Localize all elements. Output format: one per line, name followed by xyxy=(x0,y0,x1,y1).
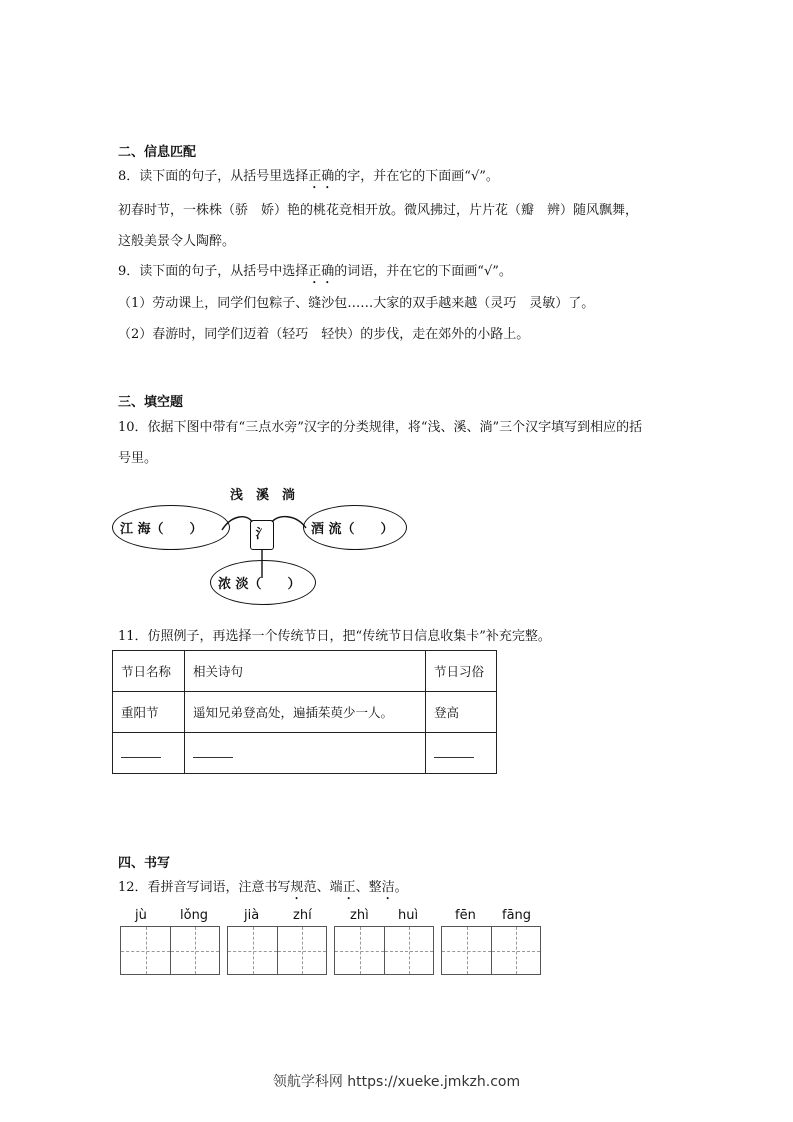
table-row xyxy=(113,651,497,692)
pinyin-label: fāng xyxy=(502,908,532,923)
section-2-title: 二、信息匹配 xyxy=(118,145,197,160)
pinyin-label: zhí xyxy=(293,908,312,923)
question-10-line-2: 号里。 xyxy=(118,451,158,466)
diagram-right-text: 酒 流（ ） xyxy=(311,522,394,537)
q12-dotted-1: 规 xyxy=(290,880,304,895)
festival-info-card xyxy=(112,650,497,774)
blank-festival-name[interactable] xyxy=(113,733,185,774)
question-8-line-1: 初春时节，一株株（骄 娇）艳的桃花竞相开放。微风拂过，片片花（瓣 辨）随风飘舞， xyxy=(118,203,639,218)
q9-prompt-post: 的词语，并在它的下面画“√”。 xyxy=(334,264,512,279)
q12-dotted-3: 洁 xyxy=(381,880,395,895)
example-custom: 登高 xyxy=(426,692,497,733)
table-row xyxy=(113,692,497,733)
writing-grid-4[interactable] xyxy=(441,926,541,975)
pinyin-label: zhì xyxy=(350,908,369,923)
header-poem: 相关诗句 xyxy=(185,651,426,692)
footer-watermark: 领航学科网 https://xueke.jmkzh.com xyxy=(272,1074,521,1090)
question-8-line-2: 这般美景令人陶醉。 xyxy=(118,234,236,249)
question-11-prompt: 11．仿照例子，再选择一个传统节日，把“传统节日信息收集卡”补充完整。 xyxy=(118,629,551,644)
diagram-center-radical: 氵 xyxy=(250,520,274,550)
q12-mid-2: 、整 xyxy=(355,880,382,895)
q9-prompt-dotted: 正确 xyxy=(308,264,335,279)
question-9-item-2: （2）春游时，同学们迈着（轻巧 轻快）的步伐，走在郊外的小路上。 xyxy=(118,327,530,342)
header-custom: 节日习俗 xyxy=(426,651,497,692)
question-12-prompt xyxy=(118,876,408,903)
example-festival-name: 重阳节 xyxy=(113,692,185,733)
diagram-left-text: 江 海（ ） xyxy=(120,522,203,537)
q8-prompt-pre: 8．读下面的句子，从括号里选择 xyxy=(118,169,309,184)
q9-prompt-pre: 9．读下面的句子，从括号中选择 xyxy=(118,264,309,279)
writing-grid-1[interactable] xyxy=(120,926,220,975)
q12-dotted-2: 正 xyxy=(342,880,356,895)
q12-mid-1: 范、端 xyxy=(303,880,343,895)
pinyin-label: fēn xyxy=(455,908,476,923)
header-festival-name: 节日名称 xyxy=(113,651,185,692)
diagram-words: 浅 溪 淌 xyxy=(230,488,296,503)
question-10-line-1: 10．依据下图中带有“三点水旁”汉字的分类规律，将“浅、溪、淌”三个汉字填写到相应的括 xyxy=(118,420,643,435)
blank-custom[interactable] xyxy=(426,733,497,774)
diagram-bottom-text: 浓 淡（ ） xyxy=(218,577,301,592)
section-4-title: 四、书写 xyxy=(118,856,171,871)
pinyin-label: jù xyxy=(135,908,147,923)
pinyin-label: jià xyxy=(244,908,260,923)
question-9-item-1: （1）劳动课上，同学们包粽子、缝沙包……大家的双手越来越（灵巧 灵敏）了。 xyxy=(118,296,595,311)
writing-grid-2[interactable] xyxy=(227,926,327,975)
writing-grid-3[interactable] xyxy=(334,926,434,975)
q12-pre: 12．看拼音写词语，注意书写 xyxy=(118,880,291,895)
q12-post: 。 xyxy=(394,880,408,895)
pinyin-label: lǒng xyxy=(180,908,209,923)
q8-prompt-dotted: 正确 xyxy=(308,169,335,184)
example-poem: 遥知兄弟登高处，遍插茱萸少一人。 xyxy=(185,692,426,733)
q8-prompt-post: 的字，并在它的下面画“√”。 xyxy=(334,169,499,184)
blank-poem[interactable] xyxy=(185,733,426,774)
pinyin-label: huì xyxy=(398,908,419,923)
table-row xyxy=(113,733,497,774)
section-3-title: 三、填空题 xyxy=(118,395,184,410)
